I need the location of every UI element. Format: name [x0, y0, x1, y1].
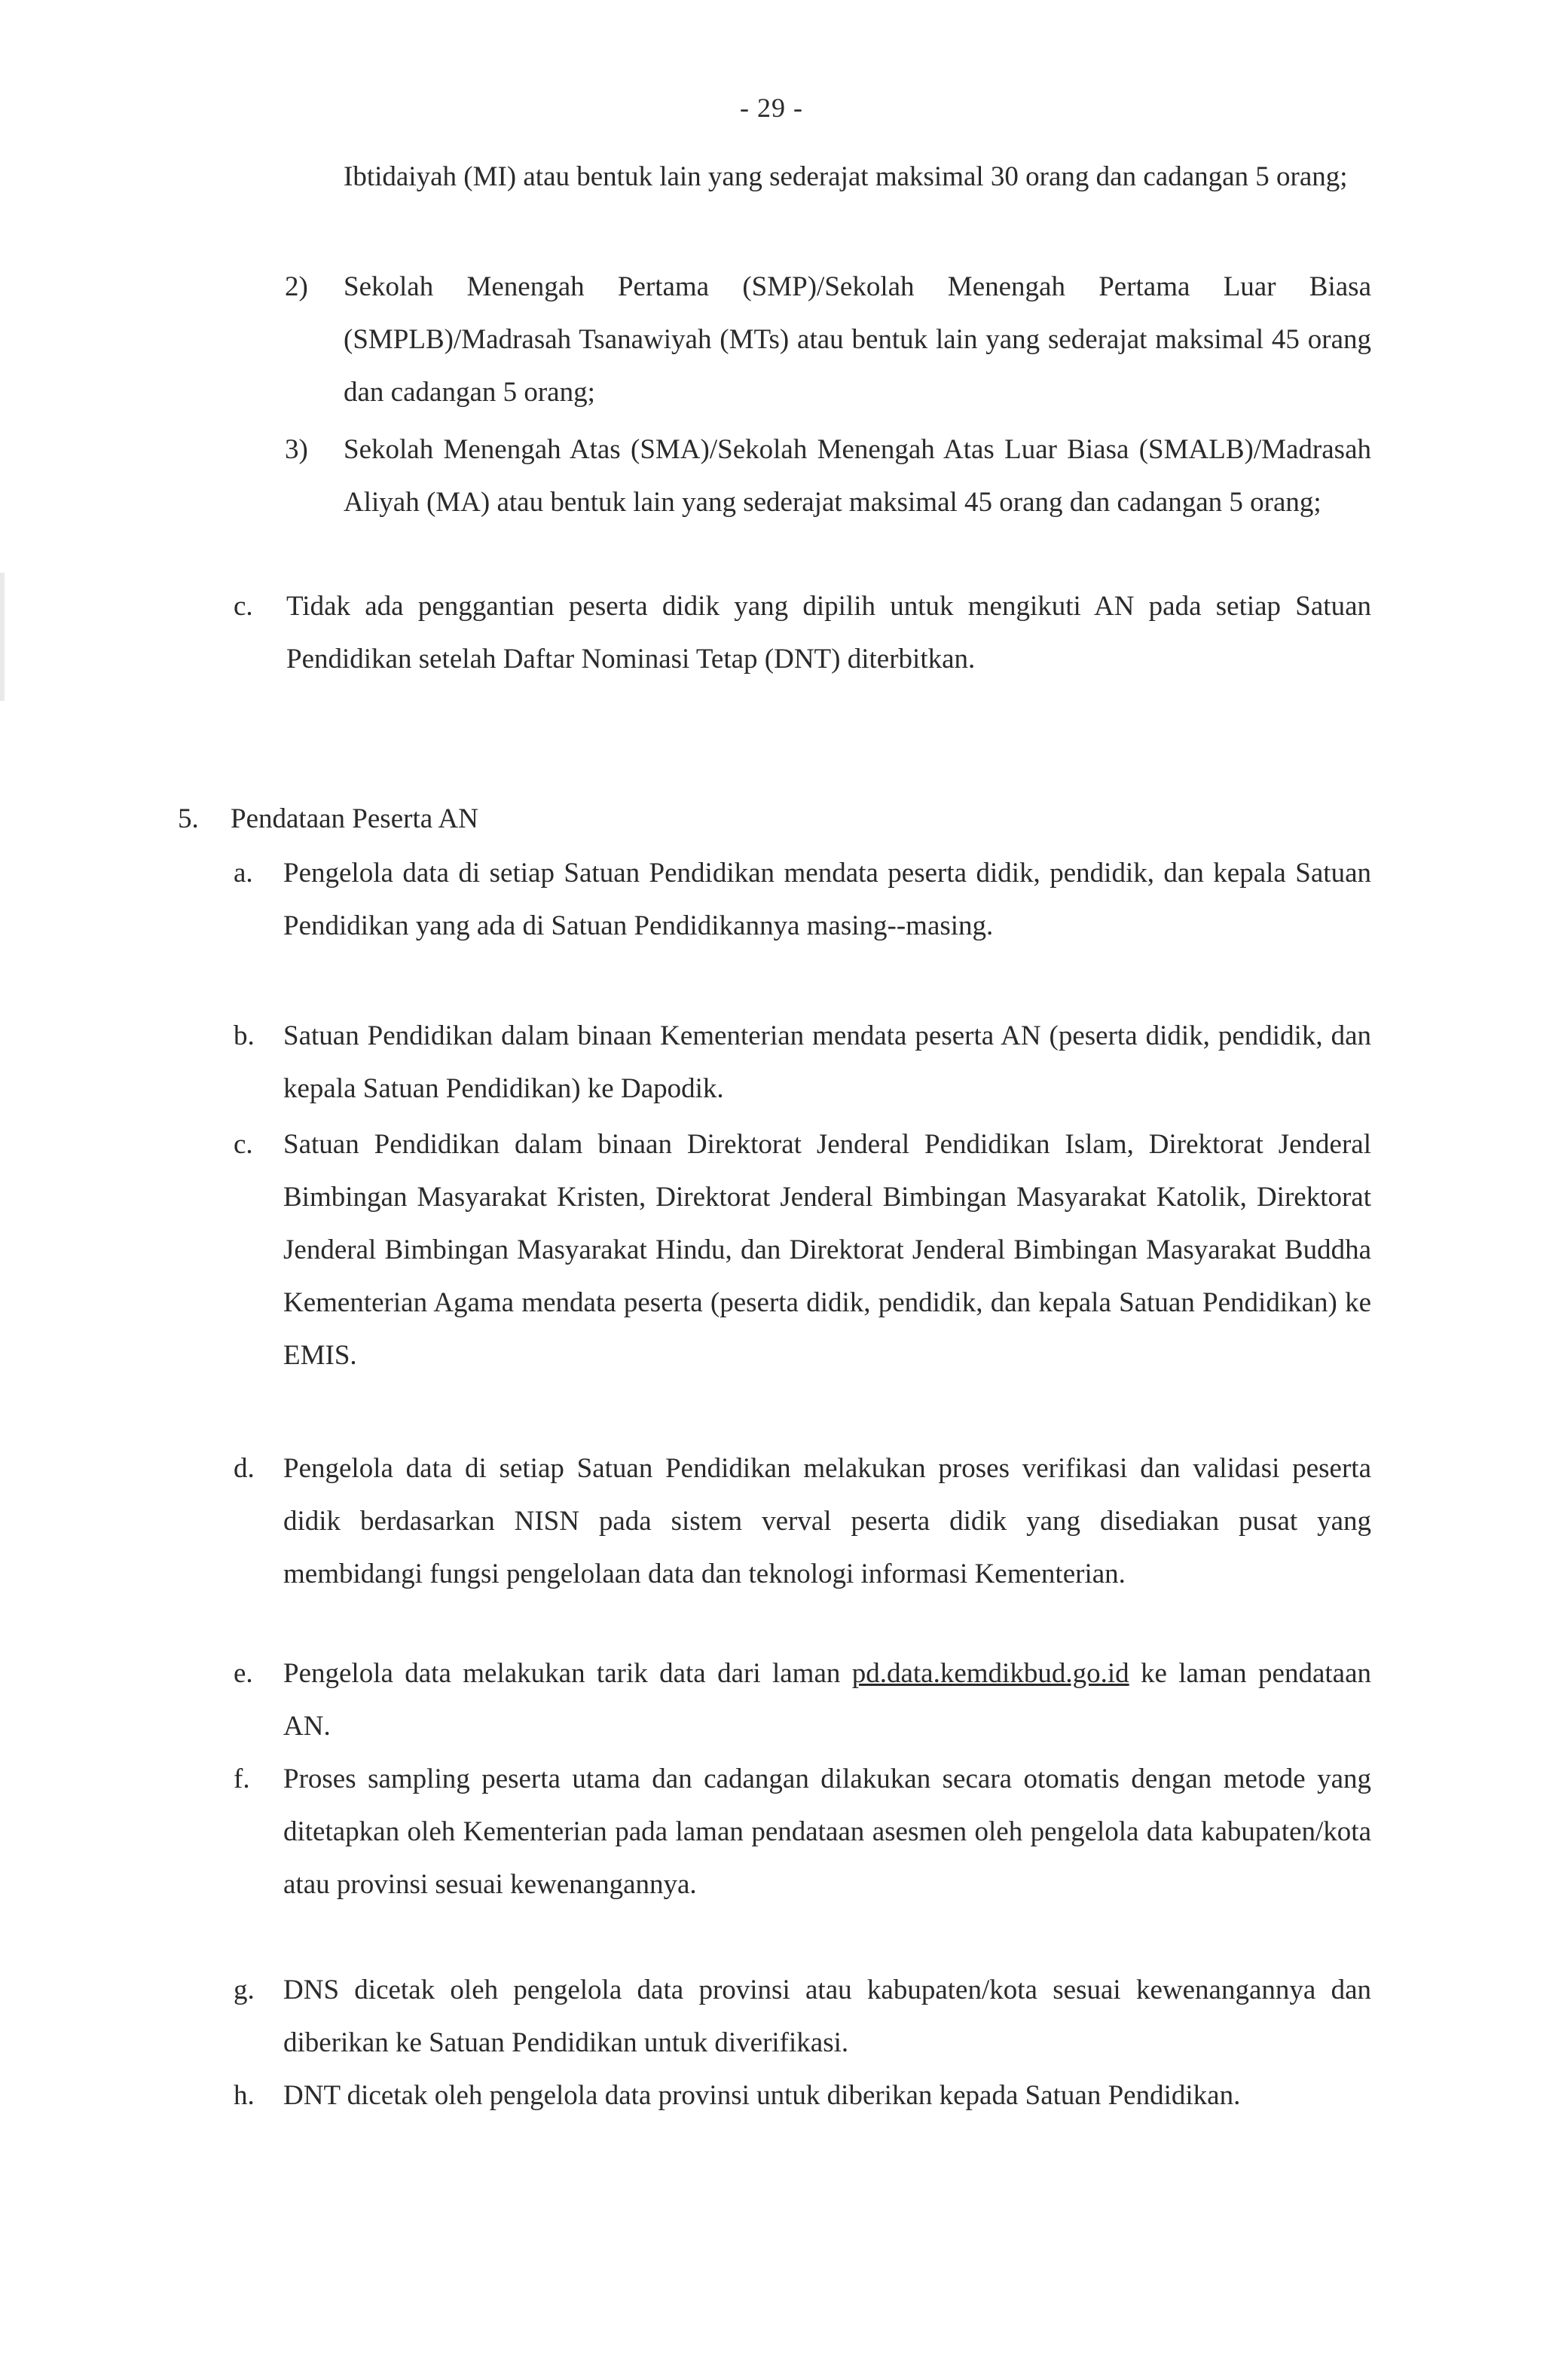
scan-edge-mark [0, 573, 5, 701]
item-3-text: Sekolah Menengah Atas (SMA)/Sekolah Menengah Atas Luar Biasa (SMALB)/Madrasah Aliyah (MA) atau bentuk lain yang sederajat maksimal 45 orang dan cadangan 5 orang; [344, 434, 1371, 518]
section-5-item-e-marker: e. [234, 1658, 253, 1689]
section-5-item-f-text: Proses sampling peserta utama dan cadangan dilakukan secara otomatis dengan metode yang ditetapkan oleh Kementerian pada laman pendataan asesmen oleh pengelola data kabupaten/kota atau provinsi sesuai kewenangannya. [283, 1764, 1371, 1900]
item-c-marker: c. [234, 591, 253, 622]
pd-data-link[interactable]: pd.data.kemdikbud.go.id [851, 1658, 1129, 1689]
section-5-item-h [283, 2069, 1371, 2122]
section-5-item-e-text-before: Pengelola data melakukan tarik data dari laman [283, 1658, 852, 1689]
section-5-item-d [283, 1442, 1371, 1601]
section-5-item-b [283, 1010, 1371, 1115]
item-2 [344, 261, 1371, 419]
section-5-item-a-marker: a. [234, 858, 253, 889]
section-5-item-g [283, 1964, 1371, 2069]
item-3-marker: 3) [285, 434, 308, 465]
section-5-item-c-text: Satuan Pendidikan dalam binaan Direktorat Jenderal Pendidikan Islam, Direktorat Jenderal Bimbingan Masyarakat Kristen, Direktorat Jenderal Bimbingan Masyarakat Katolik, Direktorat Jenderal Bimbingan Masyarakat Hindu, dan Direktorat Jenderal Bimbingan Masyarakat Buddha Kementerian Agama mendata peserta (peserta didik, pendidik, dan kepala Satuan Pendidikan) ke EMIS. [283, 1129, 1371, 1371]
section-5-item-g-text: DNS dicetak oleh pengelola data provinsi atau kabupaten/kota sesuai kewenangannya dan diberikan ke Satuan Pendidikan untuk diverifikasi. [283, 1975, 1371, 2058]
section-5-item-d-marker: d. [234, 1453, 255, 1484]
item-3 [344, 424, 1371, 529]
item-1-continuation [344, 151, 1371, 203]
item-2-marker: 2) [285, 271, 308, 302]
section-5-item-h-marker: h. [234, 2080, 255, 2111]
section-5-item-h-text: DNT dicetak oleh pengelola data provinsi untuk diberikan kepada Satuan Pendidikan. [283, 2080, 1241, 2111]
page-number: - 29 - [740, 93, 803, 123]
section-5-item-e-text-after: ke laman pendataan AN. [283, 1658, 1371, 1742]
item-2-text: Sekolah Menengah Pertama (SMP)/Sekolah Menengah Pertama Luar Biasa (SMPLB)/Madrasah Tsanawiyah (MTs) atau bentuk lain yang sederajat maksimal 45 orang dan cadangan 5 orang; [344, 271, 1371, 408]
section-5-item-a-text: Pengelola data di setiap Satuan Pendidikan mendata peserta didik, pendidik, dan kepala Satuan Pendidikan yang ada di Satuan Pendidikannya masing--masing. [283, 858, 1371, 941]
section-5-item-f [283, 1753, 1371, 1911]
item-c [286, 580, 1371, 686]
section-5-item-b-text: Satuan Pendidikan dalam binaan Kementerian mendata peserta AN (peserta didik, pendidik, dan kepala Satuan Pendidikan) ke Dapodik. [283, 1020, 1371, 1104]
section-5-title: Pendataan Peserta AN [231, 803, 478, 834]
section-5-item-d-text: Pengelola data di setiap Satuan Pendidikan melakukan proses verifikasi dan validasi peserta didik berdasarkan NISN pada sistem verval peserta didik yang disediakan pusat yang membidangi fungsi pengelolaan data dan teknologi informasi Kementerian. [283, 1453, 1371, 1589]
item-1-tail-text: Ibtidaiyah (MI) atau bentuk lain yang sederajat maksimal 30 orang dan cadangan 5 orang; [344, 161, 1348, 192]
section-5-item-f-marker: f. [234, 1764, 250, 1794]
section-5-item-c-marker: c. [234, 1129, 253, 1160]
section-5-item-e [283, 1647, 1371, 1753]
section-5-item-b-marker: b. [234, 1020, 255, 1051]
section-5-marker: 5. [178, 803, 199, 834]
section-5-item-a [283, 847, 1371, 953]
section-5-item-e-text [283, 1647, 1371, 1753]
section-5-item-g-marker: g. [234, 1975, 255, 2005]
section-5-item-c [283, 1118, 1371, 1382]
item-c-text: Tidak ada penggantian peserta didik yang dipilih untuk mengikuti AN pada setiap Satuan Pendidikan setelah Daftar Nominasi Tetap (DNT) diterbitkan. [286, 591, 1371, 675]
